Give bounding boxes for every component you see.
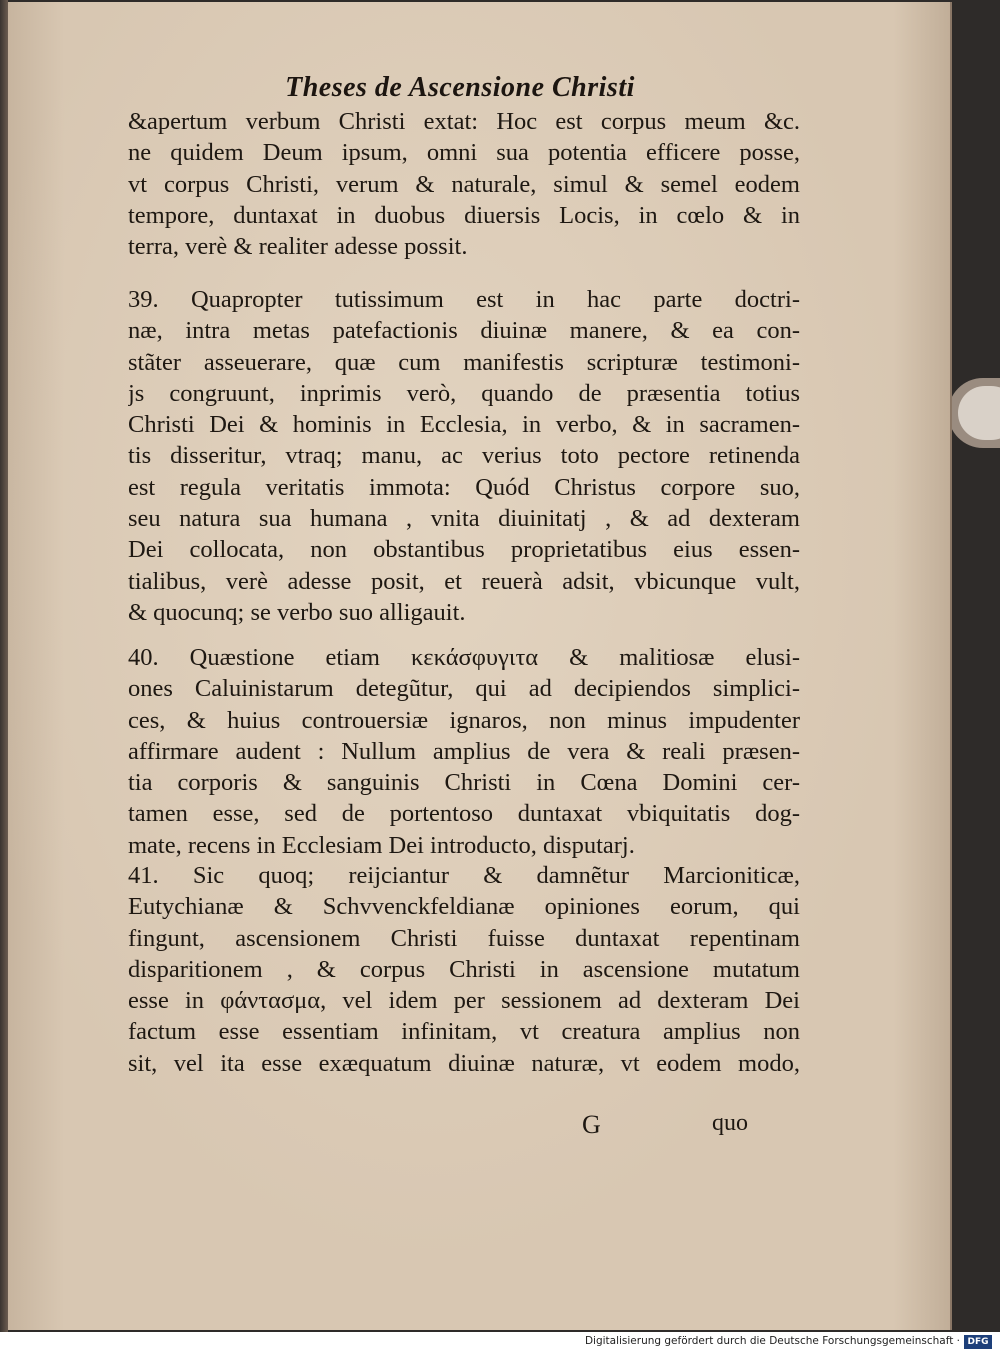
- thesis-39: [128, 284, 800, 628]
- text-line: affirmare audent : Nullum amplius de vera & reali præsen-: [128, 737, 800, 765]
- thesis-40: [128, 642, 800, 861]
- dfg-logo: DFG: [964, 1335, 992, 1349]
- text-line: 41. Sic quoq; reijciantur & damnẽtur Marcioniticæ,: [128, 862, 800, 889]
- text-line: Christi Dei & hominis in Ecclesia, in verbo, & in sacramen-: [128, 411, 800, 439]
- text-line: est regula veritatis immota: Quód Christus corpore suo,: [128, 473, 800, 501]
- text-line: tamen esse, sed de portentoso duntaxat vbiquitatis dog-: [128, 800, 800, 828]
- text-line: tia corporis & sanguinis Christi in Cœna Domini cer-: [128, 769, 800, 797]
- signature-mark: G: [582, 1110, 601, 1139]
- text-line: Dei collocata, non obstantibus proprietatibus eius essen-: [128, 536, 800, 564]
- running-title: Theses de Ascensione Christi: [285, 72, 635, 103]
- text-line: js congruunt, inprimis verò, quando de præsentia totius: [128, 379, 800, 407]
- text-line: ones Caluinistarum detegũtur, qui ad decipiendos simplici-: [128, 675, 800, 703]
- text-line: næ, intra metas patefactionis diuinæ manere, & ea con-: [128, 317, 800, 345]
- text-line: stãter asseuerare, quæ cum manifestis scripturæ testimoni-: [128, 348, 800, 376]
- text-line: 40. Quæstione etiam κεκάσφυγιτα & malitiosæ elusi-: [128, 644, 800, 671]
- footer-bar: [0, 1332, 1000, 1352]
- text-line: esse in φάντασμα, vel idem per sessionem ad dexteram Dei: [128, 987, 800, 1015]
- text-line: & quocunq; se verbo suo alligauit.: [128, 598, 466, 626]
- text-line: fingunt, ascensionem Christi fuisse duntaxat repentinam: [128, 924, 800, 952]
- text-line: Eutychianæ & Schvvenckfeldianæ opiniones eorum, qui: [128, 893, 800, 921]
- text-line: tialibus, verè adesse posit, et reuerà adsit, vbicunque vult,: [128, 567, 800, 595]
- text-line: seu natura sua humana , vnita diuinitatj , & ad dexteram: [128, 505, 800, 533]
- text-line: terra, verè & realiter adesse possit.: [128, 233, 468, 261]
- thesis-41: [128, 860, 800, 1079]
- text-line: &apertum verbum Christi extat: Hoc est corpus meum &c.: [128, 108, 800, 135]
- text-line: ne quidem Deum ipsum, omni sua potentia efficere posse,: [128, 139, 800, 167]
- text-line: factum esse essentiam infinitam, vt creatura amplius non: [128, 1018, 800, 1046]
- text-line: vt corpus Christi, verum & naturale, simul & semel eodem: [128, 170, 800, 198]
- paragraph-continuation: [128, 106, 800, 262]
- catchword: quo: [712, 1110, 748, 1136]
- binding-edge: [0, 0, 8, 1332]
- footer-credit: Digitalisierung gefördert durch die Deutsche Forschungsgemeinschaft ·: [584, 1335, 960, 1347]
- text-line: mate, recens in Ecclesiam Dei introducto, disputarj.: [128, 831, 635, 859]
- text-line: ces, & huius controuersiæ ignaros, non minus impudenter: [128, 706, 800, 734]
- text-line: 39. Quapropter tutissimum est in hac parte doctri-: [128, 286, 800, 313]
- text-line: sit, vel ita esse exæquatum diuinæ naturæ, vt eodem modo,: [128, 1049, 800, 1077]
- text-line: tempore, duntaxat in duobus diuersis Locis, in cœlo & in: [128, 201, 800, 229]
- text-line: tis disseritur, vtraq; manu, ac verius toto pectore retinenda: [128, 442, 800, 470]
- text-line: disparitionem , & corpus Christi in ascensione mutatum: [128, 955, 800, 983]
